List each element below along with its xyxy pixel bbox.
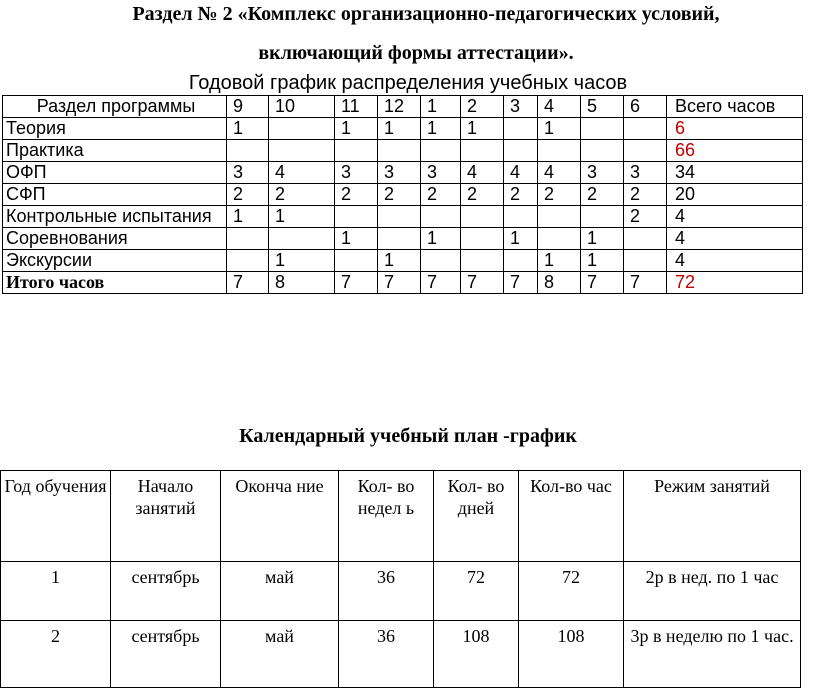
calendar-plan-title: Календарный учебный план -график — [239, 425, 577, 447]
header-total-cell: Всего часов — [667, 96, 803, 118]
row-total-cell: 20 — [667, 184, 803, 206]
calendar-mode-cell: 2р в нед. по 1 час — [624, 562, 801, 621]
calendar-start-cell: сентябрь — [111, 562, 221, 621]
month-value-cell: 4 — [461, 162, 504, 184]
header-weeks-cell: Кол- во недел ь — [339, 471, 434, 562]
table-row — [3, 228, 803, 250]
header-start-cell: Начало занятий — [111, 471, 221, 562]
header-year-cell: Год обучения — [1, 471, 111, 562]
month-value-cell: 2 — [624, 206, 667, 228]
table-row — [3, 162, 803, 184]
month-value-cell — [421, 250, 461, 272]
table-row — [1, 562, 801, 621]
row-name-cell: Итого часов — [3, 272, 227, 294]
calendar-days-cell: 108 — [434, 621, 519, 688]
row-total-cell: 6 — [667, 118, 803, 140]
table-row — [3, 272, 803, 294]
section-title: Раздел № 2 «Комплекс организационно-педагогических условий, — [132, 3, 720, 25]
month-value-cell: 8 — [538, 272, 581, 294]
month-value-cell: 4 — [504, 162, 538, 184]
month-value-cell: 1 — [581, 228, 624, 250]
header-mode-cell: Режим занятий — [624, 471, 801, 562]
month-value-cell: 8 — [269, 272, 335, 294]
month-value-cell: 1 — [227, 118, 269, 140]
month-value-cell — [227, 228, 269, 250]
month-value-cell: 1 — [378, 118, 421, 140]
month-value-cell — [538, 228, 581, 250]
month-value-cell — [624, 118, 667, 140]
row-name-cell: ОФП — [3, 162, 227, 184]
month-value-cell: 2 — [269, 184, 335, 206]
month-value-cell: 1 — [504, 228, 538, 250]
header-month-cell: 5 — [581, 96, 624, 118]
calendar-plan-table — [0, 470, 801, 688]
header-month-cell: 12 — [378, 96, 421, 118]
month-value-cell — [269, 228, 335, 250]
month-value-cell — [227, 250, 269, 272]
month-value-cell: 2 — [581, 184, 624, 206]
header-end-cell: Оконча ние — [221, 471, 339, 562]
month-value-cell — [504, 118, 538, 140]
month-value-cell — [581, 140, 624, 162]
row-name-cell: Контрольные испытания — [3, 206, 227, 228]
row-total-cell: 34 — [667, 162, 803, 184]
table-row — [3, 118, 803, 140]
month-value-cell — [335, 140, 378, 162]
month-value-cell: 2 — [504, 184, 538, 206]
month-value-cell: 4 — [538, 162, 581, 184]
row-name-cell: Соревнования — [3, 228, 227, 250]
table-row — [3, 206, 803, 228]
month-value-cell: 1 — [335, 228, 378, 250]
calendar-hours-cell: 72 — [519, 562, 624, 621]
month-value-cell — [269, 118, 335, 140]
header-hours-cell: Кол-во час — [519, 471, 624, 562]
calendar-end-cell: май — [221, 621, 339, 688]
month-value-cell: 2 — [461, 184, 504, 206]
month-value-cell: 1 — [461, 118, 504, 140]
month-value-cell — [378, 140, 421, 162]
row-name-cell: Теория — [3, 118, 227, 140]
month-value-cell — [581, 206, 624, 228]
month-value-cell — [504, 206, 538, 228]
month-value-cell: 2 — [421, 184, 461, 206]
annual-schedule-caption: Годовой график распределения учебных часов — [188, 72, 628, 94]
month-value-cell: 2 — [335, 184, 378, 206]
calendar-hours-cell: 108 — [519, 621, 624, 688]
calendar-header-row — [1, 471, 801, 562]
table-row — [3, 184, 803, 206]
table-row — [3, 140, 803, 162]
month-value-cell — [504, 250, 538, 272]
month-value-cell: 3 — [421, 162, 461, 184]
header-month-cell: 1 — [421, 96, 461, 118]
month-value-cell: 7 — [378, 272, 421, 294]
row-total-cell: 4 — [667, 206, 803, 228]
calendar-weeks-cell: 36 — [339, 562, 434, 621]
row-name-cell: Практика — [3, 140, 227, 162]
month-value-cell: 7 — [461, 272, 504, 294]
header-days-cell: Кол- во дней — [434, 471, 519, 562]
month-value-cell — [335, 250, 378, 272]
month-value-cell — [227, 140, 269, 162]
calendar-end-cell: май — [221, 562, 339, 621]
month-value-cell — [461, 250, 504, 272]
month-value-cell — [378, 206, 421, 228]
calendar-days-cell: 72 — [434, 562, 519, 621]
month-value-cell: 7 — [421, 272, 461, 294]
header-section-cell: Раздел программы — [3, 96, 227, 118]
month-value-cell: 4 — [269, 162, 335, 184]
month-value-cell: 1 — [269, 206, 335, 228]
month-value-cell: 3 — [227, 162, 269, 184]
header-month-cell: 11 — [335, 96, 378, 118]
month-value-cell: 7 — [581, 272, 624, 294]
month-value-cell: 1 — [378, 250, 421, 272]
header-month-cell: 2 — [461, 96, 504, 118]
annual-hours-table — [2, 95, 803, 294]
month-value-cell: 1 — [538, 118, 581, 140]
annual-header-row — [3, 96, 803, 118]
month-value-cell — [335, 206, 378, 228]
month-value-cell: 7 — [227, 272, 269, 294]
month-value-cell: 2 — [624, 184, 667, 206]
month-value-cell: 1 — [269, 250, 335, 272]
month-value-cell — [504, 140, 538, 162]
month-value-cell — [538, 206, 581, 228]
month-value-cell — [624, 140, 667, 162]
row-name-cell: Экскурсии — [3, 250, 227, 272]
month-value-cell — [421, 140, 461, 162]
row-total-cell: 4 — [667, 250, 803, 272]
month-value-cell — [624, 228, 667, 250]
month-value-cell — [461, 228, 504, 250]
row-total-cell: 66 — [667, 140, 803, 162]
month-value-cell: 7 — [624, 272, 667, 294]
month-value-cell — [624, 250, 667, 272]
table-row — [1, 621, 801, 688]
month-value-cell: 7 — [335, 272, 378, 294]
calendar-start-cell: сентябрь — [111, 621, 221, 688]
row-total-cell: 72 — [667, 272, 803, 294]
calendar-weeks-cell: 36 — [339, 621, 434, 688]
month-value-cell: 1 — [421, 228, 461, 250]
month-value-cell — [581, 118, 624, 140]
header-month-cell: 4 — [538, 96, 581, 118]
header-month-cell: 9 — [227, 96, 269, 118]
header-month-cell: 10 — [269, 96, 335, 118]
row-total-cell: 4 — [667, 228, 803, 250]
month-value-cell — [269, 140, 335, 162]
row-name-cell: СФП — [3, 184, 227, 206]
month-value-cell — [461, 206, 504, 228]
month-value-cell: 2 — [227, 184, 269, 206]
month-value-cell — [378, 228, 421, 250]
section-title-line2: включающий формы аттестации». — [258, 42, 574, 64]
month-value-cell: 3 — [624, 162, 667, 184]
month-value-cell: 1 — [538, 250, 581, 272]
month-value-cell: 2 — [378, 184, 421, 206]
month-value-cell: 3 — [335, 162, 378, 184]
month-value-cell: 1 — [421, 118, 461, 140]
month-value-cell: 3 — [378, 162, 421, 184]
month-value-cell: 2 — [538, 184, 581, 206]
header-month-cell: 3 — [504, 96, 538, 118]
table-row — [3, 250, 803, 272]
calendar-year-cell: 1 — [1, 562, 111, 621]
month-value-cell — [421, 206, 461, 228]
month-value-cell: 1 — [335, 118, 378, 140]
calendar-year-cell: 2 — [1, 621, 111, 688]
month-value-cell — [461, 140, 504, 162]
month-value-cell: 1 — [227, 206, 269, 228]
month-value-cell: 3 — [581, 162, 624, 184]
month-value-cell — [538, 140, 581, 162]
header-month-cell: 6 — [624, 96, 667, 118]
calendar-mode-cell: 3р в неделю по 1 час. — [624, 621, 801, 688]
month-value-cell: 7 — [504, 272, 538, 294]
month-value-cell: 1 — [581, 250, 624, 272]
